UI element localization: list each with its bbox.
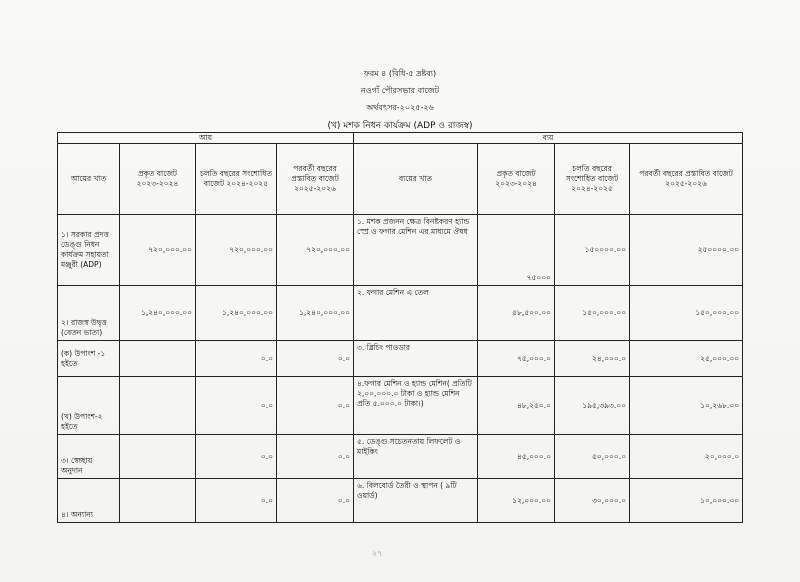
income-revised: ১,২৪০,০০০.০০ xyxy=(196,286,277,341)
municipality-title: নওগাঁ পৌরসভার বাজেট xyxy=(360,86,440,95)
expense-actual: ৪৫,০০০.০ xyxy=(478,435,555,479)
col-header-expense-actual: প্রকৃত বাজেট ২০২৩-২০২৪ xyxy=(478,144,555,215)
expense-proposed: ১৫০,০০০.০০ xyxy=(630,286,743,341)
table-row xyxy=(58,479,743,523)
expense-revised: ৫০,০০০.০ xyxy=(555,435,630,479)
income-proposed: ০.০ xyxy=(277,377,354,435)
expense-revised: ১৫০০০০.০০ xyxy=(555,215,630,286)
income-actual xyxy=(120,377,196,435)
expense-label: ১. মশক প্রজনন ক্ষেত্র বিনষ্টকরণ হ্যান্ড স্প্রে ও ফগার মেশিন এর মাধ্যমে ঔষধ xyxy=(354,215,478,286)
expense-section-label: ব্যয় xyxy=(354,133,743,144)
income-actual xyxy=(120,479,196,523)
expense-actual: ১২,০০০.০০ xyxy=(478,479,555,523)
expense-label: ২. ফগার মেশিন এ তেল xyxy=(354,286,478,341)
table-row xyxy=(58,435,743,479)
income-label: (খ) উপাংশ-২ হইতে xyxy=(58,377,120,435)
expense-revised: ১৯৫,৩৯৩.০০ xyxy=(555,377,630,435)
income-label: ২। রাজস্ব উদ্বৃত্ত (বেতন ভাতা) xyxy=(58,286,120,341)
page-number: ২৭ xyxy=(372,549,383,558)
col-header-income-proposed: পরবর্তী বছরের প্রস্তাবিত বাজেট ২০২৫-২০২৬ xyxy=(277,144,354,215)
income-label: (ক) উপাংশ -১ হইতে xyxy=(58,341,120,377)
income-proposed: ১,২৪০,০০০.০০ xyxy=(277,286,354,341)
income-revised: ০.০ xyxy=(196,435,277,479)
col-header-income-head: আয়ের খাত xyxy=(58,144,120,215)
expense-proposed: ২০,০০০.০ xyxy=(630,435,743,479)
table-row xyxy=(58,377,743,435)
expense-proposed: ১০,০০০.০০ xyxy=(630,479,743,523)
expense-label: ৬. বিলবোর্ড তৈরী ও স্থাপন ( ৯টি ওয়ার্ড) xyxy=(354,479,478,523)
income-label: ৩। স্বেচ্ছায় অনুদান xyxy=(58,435,120,479)
income-proposed: ০.০ xyxy=(277,479,354,523)
budget-table xyxy=(57,132,743,523)
expense-revised: ৩০,০০০.০ xyxy=(555,479,630,523)
expense-revised: ২৪,০০০.০ xyxy=(555,341,630,377)
expense-label: ৪.ফগার মেশিন ও হ্যান্ড মেশিন( প্রতিটি ২,০০,০০০.০ টাকা ও হ্যান্ড মেশিন প্রতি ৫.০০০.০ টাকা।) xyxy=(354,377,478,435)
expense-actual: ৪৮,২৫০.০ xyxy=(478,377,555,435)
col-header-expense-revised: চলতি বছরের সংশোধিত বাজেট ২০২৪-২০২৫ xyxy=(555,144,630,215)
income-label: ১। সরকার প্রদত্ত ডেঙ্গু নিধন কার্যক্রম সহায়তা মঞ্জুরী (ADP) xyxy=(58,215,120,286)
expense-proposed: ২৫০০০০.০০ xyxy=(630,215,743,286)
income-actual xyxy=(120,435,196,479)
form-reference: ফরম ৪ (বিধি-৫ দ্রষ্টব্য) xyxy=(363,69,437,78)
income-actual: ৭২০,০০০.০০ xyxy=(120,215,196,286)
income-label: ৪। অন্যান্য xyxy=(58,479,120,523)
expense-proposed: ২৫,০০০.০০ xyxy=(630,341,743,377)
table-row xyxy=(58,286,743,341)
table-row xyxy=(58,341,743,377)
income-revised: ০.০ xyxy=(196,479,277,523)
income-revised: ৭২০,০০০.০০ xyxy=(196,215,277,286)
expense-label: ৩. ব্লিচিং পাওডার xyxy=(354,341,478,377)
income-proposed: ০.০ xyxy=(277,341,354,377)
fiscal-year: অর্থবৎসর-২০২৫-২৬ xyxy=(366,103,434,112)
expense-revised: ১৫০,০০০.০০ xyxy=(555,286,630,341)
income-actual xyxy=(120,341,196,377)
expense-actual: ৭৫০০০ xyxy=(478,215,555,286)
income-proposed: ৭২০,০০০.০০ xyxy=(277,215,354,286)
program-title: (খ) মশক নিধন কার্যক্রম (ADP ও রাজস্ব) xyxy=(327,121,473,131)
col-header-expense-proposed: পরবর্তী বছরের প্রস্তাবিত বাজেট ২০২৫-২০২৬ xyxy=(630,144,743,215)
income-actual: ১,২৪০,০০০.০০ xyxy=(120,286,196,341)
col-header-income-actual: প্রকৃত বাজেট ২০২৩-২০২৪ xyxy=(120,144,196,215)
income-revised: ০.০ xyxy=(196,341,277,377)
expense-proposed: ১০,২৬৮.০০ xyxy=(630,377,743,435)
col-header-income-revised: চলতি বছরের সংশোধিত বাজেট ২০২৪-২০২৫ xyxy=(196,144,277,215)
section-header-row xyxy=(58,133,743,144)
expense-actual: ৭৫,০০০.০ xyxy=(478,341,555,377)
col-header-expense-head: ব্যয়ের খাত xyxy=(354,144,478,215)
expense-label: ৫. ডেঙ্গু সচেতনতায় লিফলেট ও মাইকিং xyxy=(354,435,478,479)
table-row xyxy=(58,215,743,286)
income-section-label: আয় xyxy=(58,133,354,144)
income-proposed: ০.০ xyxy=(277,435,354,479)
expense-actual: ৫৮,৫০০.০০ xyxy=(478,286,555,341)
income-revised: ০.০ xyxy=(196,377,277,435)
column-header-row xyxy=(58,144,743,215)
